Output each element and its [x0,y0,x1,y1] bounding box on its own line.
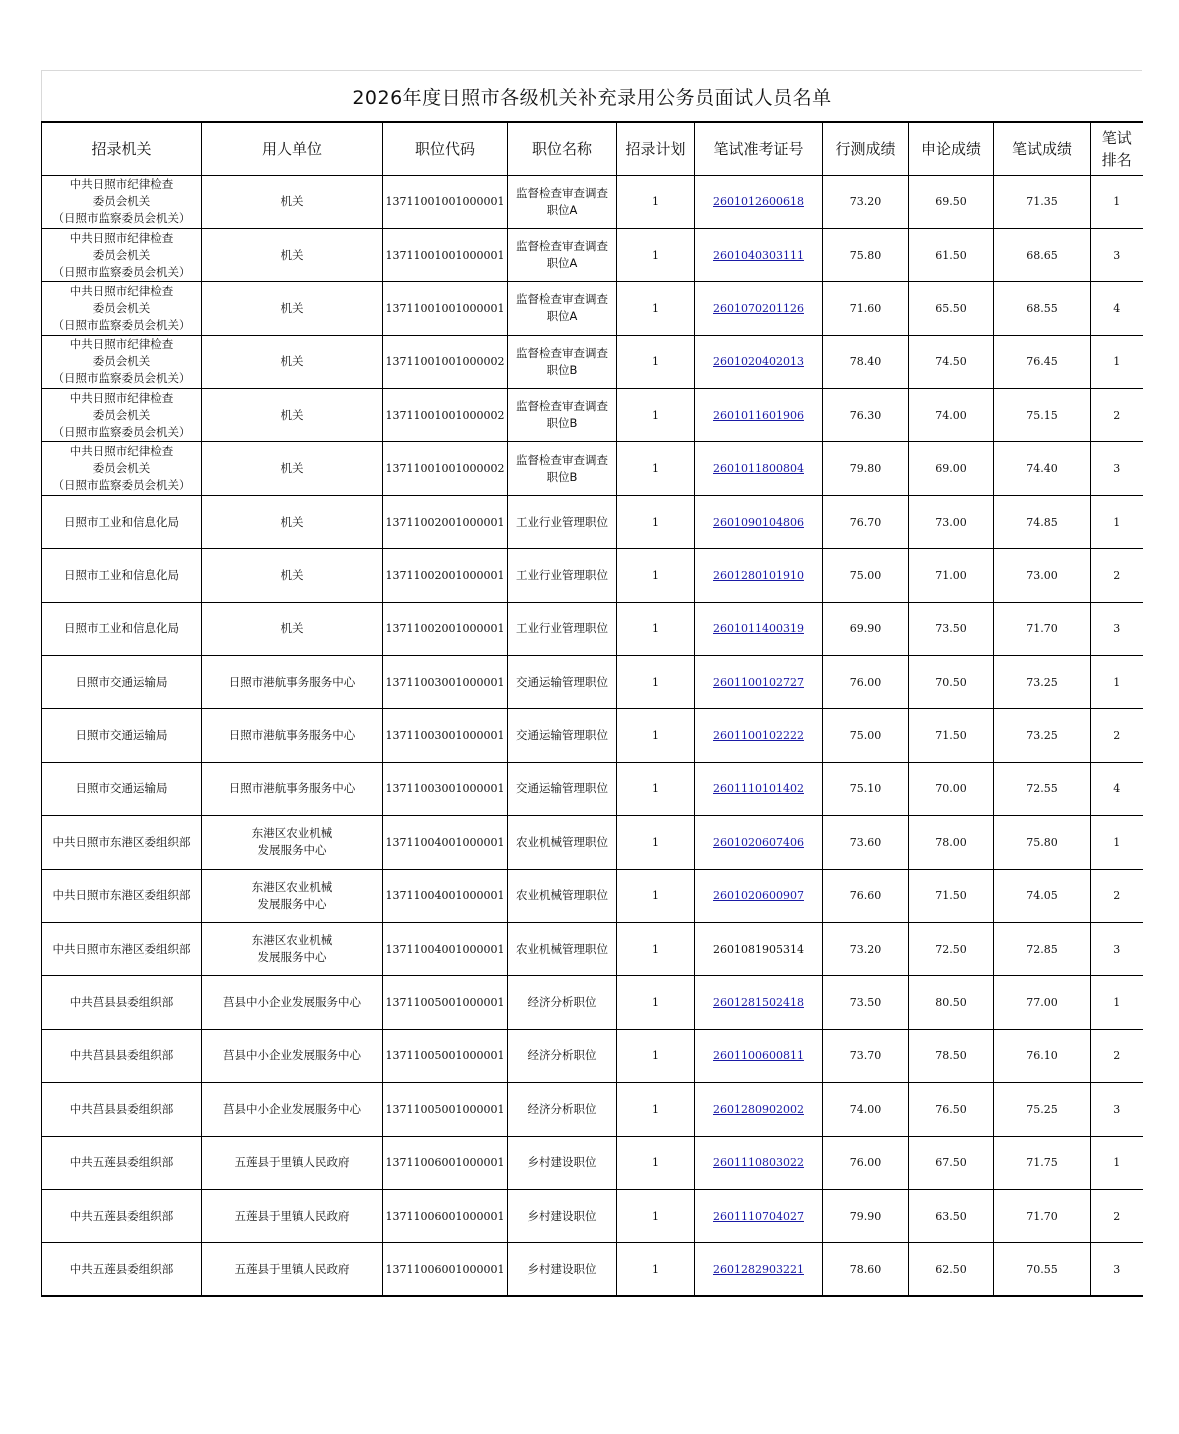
cell-employing-unit: 五莲县于里镇人民政府 [202,1243,383,1296]
cell-employing-unit: 机关 [202,442,383,495]
table-row [42,656,1143,709]
column-header: 笔试成绩 [994,122,1091,175]
cell-recruit-plan: 1 [617,335,695,388]
column-header: 招录机关 [42,122,202,175]
cell-recruiting-agency: 日照市工业和信息化局 [42,549,202,602]
cell-recruit-plan: 1 [617,762,695,815]
cell-recruiting-agency: 中共莒县县委组织部 [42,1083,202,1136]
ticket-number-link[interactable]: 2601040303111 [713,248,804,262]
cell-written-score: 74.85 [994,495,1091,548]
cell-written-rank: 3 [1091,442,1143,495]
cell-employing-unit: 东港区农业机械 发展服务中心 [202,869,383,922]
ticket-number-link[interactable]: 2601282903221 [713,1262,804,1276]
cell-recruiting-agency: 中共日照市东港区委组织部 [42,816,202,869]
cell-written-score: 75.25 [994,1083,1091,1136]
column-header: 笔试 排名 [1091,122,1143,175]
cell-ticket-number [695,1243,823,1296]
cell-recruiting-agency: 中共日照市纪律检查 委员会机关 （日照市监察委员会机关） [42,389,202,442]
cell-shenlun-score: 73.00 [909,495,994,548]
cell-xingce-score: 73.20 [823,922,909,975]
cell-recruit-plan: 1 [617,1029,695,1082]
cell-xingce-score: 73.70 [823,1029,909,1082]
ticket-number-text: 2601081905314 [713,942,804,956]
ticket-number-link[interactable]: 2601020600907 [713,889,804,903]
cell-ticket-number [695,1029,823,1082]
ticket-number-link[interactable]: 2601090104806 [713,515,804,529]
table-row [42,602,1143,655]
cell-recruiting-agency: 中共日照市纪律检查 委员会机关 （日照市监察委员会机关） [42,442,202,495]
cell-written-rank: 2 [1091,389,1143,442]
ticket-number-link[interactable]: 2601110803022 [713,1156,804,1170]
cell-shenlun-score: 69.50 [909,175,994,228]
cell-written-score: 68.55 [994,282,1091,335]
table-row [42,816,1143,869]
cell-shenlun-score: 65.50 [909,282,994,335]
cell-ticket-number [695,1189,823,1242]
cell-recruit-plan: 1 [617,1189,695,1242]
cell-xingce-score: 74.00 [823,1083,909,1136]
cell-ticket-number [695,175,823,228]
ticket-number-link[interactable]: 2601110101402 [713,782,804,796]
cell-position-code: 13711006001000001 [383,1136,508,1189]
cell-position-code: 13711004001000001 [383,816,508,869]
cell-xingce-score: 75.00 [823,549,909,602]
cell-recruit-plan: 1 [617,1136,695,1189]
cell-written-score: 75.80 [994,816,1091,869]
ticket-number-link[interactable]: 2601011601906 [713,408,804,422]
ticket-number-link[interactable]: 2601280101910 [713,568,804,582]
cell-written-rank: 3 [1091,1243,1143,1296]
ticket-number-link[interactable]: 2601012600618 [713,195,804,209]
cell-employing-unit: 五莲县于里镇人民政府 [202,1189,383,1242]
cell-employing-unit: 机关 [202,175,383,228]
table-row [42,1136,1143,1189]
cell-recruit-plan: 1 [617,495,695,548]
cell-written-rank: 2 [1091,709,1143,762]
cell-xingce-score: 79.90 [823,1189,909,1242]
cell-recruiting-agency: 日照市交通运输局 [42,709,202,762]
cell-written-rank: 2 [1091,1029,1143,1082]
ticket-number-link[interactable]: 2601011800804 [713,462,804,476]
cell-written-score: 73.25 [994,709,1091,762]
cell-recruiting-agency: 日照市工业和信息化局 [42,602,202,655]
ticket-number-link[interactable]: 2601020607406 [713,835,804,849]
cell-written-score: 74.40 [994,442,1091,495]
table-row [42,175,1143,228]
cell-recruit-plan: 1 [617,549,695,602]
cell-ticket-number [695,656,823,709]
ticket-number-link[interactable]: 2601011400319 [713,622,804,636]
cell-ticket-number [695,602,823,655]
cell-position-name: 工业行业管理职位 [508,602,617,655]
cell-recruit-plan: 1 [617,869,695,922]
cell-xingce-score: 73.20 [823,175,909,228]
cell-recruiting-agency: 日照市交通运输局 [42,656,202,709]
cell-written-rank: 2 [1091,1189,1143,1242]
cell-employing-unit: 机关 [202,602,383,655]
cell-recruiting-agency: 日照市工业和信息化局 [42,495,202,548]
cell-written-rank: 1 [1091,175,1143,228]
cell-shenlun-score: 71.00 [909,549,994,602]
ticket-number-link[interactable]: 2601100102727 [713,675,804,689]
cell-shenlun-score: 78.50 [909,1029,994,1082]
cell-position-name: 监督检查审查调查 职位B [508,389,617,442]
table-body [42,175,1143,1296]
cell-recruiting-agency: 中共日照市纪律检查 委员会机关 （日照市监察委员会机关） [42,282,202,335]
cell-employing-unit: 日照市港航事务服务中心 [202,656,383,709]
column-header: 职位代码 [383,122,508,175]
cell-written-rank: 1 [1091,816,1143,869]
cell-recruiting-agency: 中共日照市纪律检查 委员会机关 （日照市监察委员会机关） [42,228,202,281]
cell-position-name: 农业机械管理职位 [508,922,617,975]
table-header-row [42,122,1143,175]
cell-shenlun-score: 76.50 [909,1083,994,1136]
cell-recruiting-agency: 中共日照市纪律检查 委员会机关 （日照市监察委员会机关） [42,335,202,388]
cell-position-code: 13711005001000001 [383,1029,508,1082]
cell-employing-unit: 东港区农业机械 发展服务中心 [202,816,383,869]
cell-recruiting-agency: 中共莒县县委组织部 [42,1029,202,1082]
cell-employing-unit: 机关 [202,335,383,388]
cell-position-code: 13711004001000001 [383,869,508,922]
cell-recruit-plan: 1 [617,282,695,335]
cell-xingce-score: 78.40 [823,335,909,388]
cell-written-score: 71.70 [994,1189,1091,1242]
cell-position-name: 农业机械管理职位 [508,869,617,922]
cell-position-name: 交通运输管理职位 [508,762,617,815]
cell-recruit-plan: 1 [617,709,695,762]
cell-ticket-number [695,922,823,975]
table-row [42,976,1143,1029]
cell-ticket-number [695,228,823,281]
cell-written-score: 76.10 [994,1029,1091,1082]
cell-written-rank: 1 [1091,495,1143,548]
cell-written-score: 76.45 [994,335,1091,388]
cell-ticket-number [695,1136,823,1189]
cell-position-name: 经济分析职位 [508,1029,617,1082]
cell-shenlun-score: 71.50 [909,709,994,762]
cell-ticket-number [695,389,823,442]
table-row [42,1243,1143,1296]
cell-recruit-plan: 1 [617,389,695,442]
column-header: 用人单位 [202,122,383,175]
cell-position-code: 13711002001000001 [383,495,508,548]
cell-xingce-score: 75.80 [823,228,909,281]
cell-employing-unit: 五莲县于里镇人民政府 [202,1136,383,1189]
ticket-number-link[interactable]: 2601070201126 [713,301,804,315]
ticket-number-link[interactable]: 2601110704027 [713,1209,804,1223]
table-row [42,1189,1143,1242]
column-header: 申论成绩 [909,122,994,175]
table-row [42,709,1143,762]
cell-position-name: 交通运输管理职位 [508,656,617,709]
cell-xingce-score: 76.70 [823,495,909,548]
cell-shenlun-score: 63.50 [909,1189,994,1242]
cell-position-name: 乡村建设职位 [508,1243,617,1296]
cell-recruit-plan: 1 [617,1243,695,1296]
cell-xingce-score: 69.90 [823,602,909,655]
cell-written-score: 77.00 [994,976,1091,1029]
cell-shenlun-score: 70.00 [909,762,994,815]
cell-position-code: 13711001001000002 [383,389,508,442]
cell-xingce-score: 76.00 [823,1136,909,1189]
column-header: 招录计划 [617,122,695,175]
cell-position-code: 13711001001000002 [383,442,508,495]
cell-written-rank: 3 [1091,602,1143,655]
cell-xingce-score: 73.50 [823,976,909,1029]
cell-position-code: 13711006001000001 [383,1243,508,1296]
cell-recruit-plan: 1 [617,175,695,228]
cell-shenlun-score: 72.50 [909,922,994,975]
cell-recruiting-agency: 中共五莲县委组织部 [42,1136,202,1189]
cell-position-name: 监督检查审查调查 职位B [508,442,617,495]
cell-position-code: 13711001001000001 [383,175,508,228]
cell-position-code: 13711002001000001 [383,549,508,602]
cell-recruit-plan: 1 [617,816,695,869]
cell-position-code: 13711001001000002 [383,335,508,388]
cell-written-score: 70.55 [994,1243,1091,1296]
cell-position-name: 工业行业管理职位 [508,549,617,602]
cell-written-rank: 1 [1091,976,1143,1029]
cell-written-rank: 1 [1091,1136,1143,1189]
cell-xingce-score: 75.10 [823,762,909,815]
cell-recruiting-agency: 中共五莲县委组织部 [42,1189,202,1242]
cell-written-score: 72.85 [994,922,1091,975]
cell-shenlun-score: 70.50 [909,656,994,709]
cell-written-rank: 4 [1091,282,1143,335]
cell-xingce-score: 75.00 [823,709,909,762]
cell-written-score: 73.00 [994,549,1091,602]
cell-recruiting-agency: 中共日照市东港区委组织部 [42,922,202,975]
cell-ticket-number [695,762,823,815]
cell-position-name: 监督检查审查调查 职位A [508,228,617,281]
cell-shenlun-score: 80.50 [909,976,994,1029]
cell-recruiting-agency: 中共日照市纪律检查 委员会机关 （日照市监察委员会机关） [42,175,202,228]
cell-employing-unit: 机关 [202,495,383,548]
table-row [42,1029,1143,1082]
cell-shenlun-score: 73.50 [909,602,994,655]
cell-position-code: 13711003001000001 [383,762,508,815]
cell-xingce-score: 73.60 [823,816,909,869]
cell-recruit-plan: 1 [617,602,695,655]
cell-shenlun-score: 71.50 [909,869,994,922]
cell-ticket-number [695,709,823,762]
table-row [42,495,1143,548]
table-row [42,549,1143,602]
cell-written-score: 68.65 [994,228,1091,281]
cell-position-name: 监督检查审查调查 职位A [508,282,617,335]
cell-employing-unit: 机关 [202,389,383,442]
cell-employing-unit: 机关 [202,549,383,602]
document-title: 2026年度日照市各级机关补充录用公务员面试人员名单 [41,70,1142,121]
cell-employing-unit: 莒县中小企业发展服务中心 [202,976,383,1029]
cell-written-rank: 3 [1091,228,1143,281]
cell-ticket-number [695,495,823,548]
cell-position-name: 乡村建设职位 [508,1189,617,1242]
document-sheet [41,70,1142,1297]
cell-shenlun-score: 74.50 [909,335,994,388]
cell-ticket-number [695,976,823,1029]
cell-employing-unit: 莒县中小企业发展服务中心 [202,1029,383,1082]
table-row [42,869,1143,922]
cell-recruit-plan: 1 [617,922,695,975]
column-header: 行测成绩 [823,122,909,175]
ticket-number-link[interactable]: 2601020402013 [713,355,804,369]
cell-recruit-plan: 1 [617,442,695,495]
cell-employing-unit: 机关 [202,282,383,335]
table-row [42,282,1143,335]
column-header: 笔试准考证号 [695,122,823,175]
cell-ticket-number [695,549,823,602]
cell-ticket-number [695,869,823,922]
cell-position-code: 13711005001000001 [383,1083,508,1136]
cell-employing-unit: 东港区农业机械 发展服务中心 [202,922,383,975]
cell-position-code: 13711005001000001 [383,976,508,1029]
cell-written-rank: 3 [1091,922,1143,975]
cell-written-rank: 2 [1091,869,1143,922]
cell-shenlun-score: 62.50 [909,1243,994,1296]
cell-ticket-number [695,335,823,388]
candidate-table [41,121,1143,1297]
cell-position-name: 监督检查审查调查 职位B [508,335,617,388]
ticket-number-link[interactable]: 2601281502418 [713,996,804,1010]
ticket-number-link[interactable]: 2601100102222 [713,729,804,743]
table-row [42,922,1143,975]
cell-written-rank: 2 [1091,549,1143,602]
cell-position-code: 13711002001000001 [383,602,508,655]
cell-employing-unit: 莒县中小企业发展服务中心 [202,1083,383,1136]
cell-position-name: 监督检查审查调查 职位A [508,175,617,228]
cell-written-rank: 1 [1091,656,1143,709]
cell-ticket-number [695,816,823,869]
cell-written-score: 71.70 [994,602,1091,655]
cell-ticket-number [695,282,823,335]
cell-recruiting-agency: 中共莒县县委组织部 [42,976,202,1029]
cell-written-score: 71.35 [994,175,1091,228]
cell-recruiting-agency: 日照市交通运输局 [42,762,202,815]
cell-position-code: 13711006001000001 [383,1189,508,1242]
cell-shenlun-score: 74.00 [909,389,994,442]
cell-recruit-plan: 1 [617,228,695,281]
cell-position-name: 乡村建设职位 [508,1136,617,1189]
cell-xingce-score: 71.60 [823,282,909,335]
cell-written-score: 74.05 [994,869,1091,922]
table-row [42,442,1143,495]
cell-written-score: 72.55 [994,762,1091,815]
cell-xingce-score: 79.80 [823,442,909,495]
column-header: 职位名称 [508,122,617,175]
cell-recruiting-agency: 中共五莲县委组织部 [42,1243,202,1296]
cell-written-score: 75.15 [994,389,1091,442]
table-row [42,1083,1143,1136]
cell-written-rank: 1 [1091,335,1143,388]
cell-ticket-number [695,442,823,495]
cell-written-score: 73.25 [994,656,1091,709]
table-row [42,335,1143,388]
cell-position-code: 13711001001000001 [383,282,508,335]
cell-position-code: 13711003001000001 [383,709,508,762]
cell-xingce-score: 78.60 [823,1243,909,1296]
cell-recruit-plan: 1 [617,656,695,709]
cell-recruiting-agency: 中共日照市东港区委组织部 [42,869,202,922]
cell-employing-unit: 日照市港航事务服务中心 [202,762,383,815]
cell-xingce-score: 76.00 [823,656,909,709]
cell-recruit-plan: 1 [617,1083,695,1136]
table-row [42,762,1143,815]
cell-ticket-number [695,1083,823,1136]
ticket-number-link[interactable]: 2601100600811 [713,1049,804,1063]
cell-employing-unit: 机关 [202,228,383,281]
cell-written-rank: 4 [1091,762,1143,815]
cell-shenlun-score: 78.00 [909,816,994,869]
cell-position-code: 13711003001000001 [383,656,508,709]
ticket-number-link[interactable]: 2601280902002 [713,1102,804,1116]
cell-position-name: 工业行业管理职位 [508,495,617,548]
cell-position-code: 13711004001000001 [383,922,508,975]
cell-position-name: 经济分析职位 [508,1083,617,1136]
cell-position-name: 经济分析职位 [508,976,617,1029]
cell-shenlun-score: 61.50 [909,228,994,281]
table-row [42,228,1143,281]
cell-position-name: 交通运输管理职位 [508,709,617,762]
cell-recruit-plan: 1 [617,976,695,1029]
cell-written-rank: 3 [1091,1083,1143,1136]
cell-position-code: 13711001001000001 [383,228,508,281]
cell-shenlun-score: 67.50 [909,1136,994,1189]
cell-xingce-score: 76.30 [823,389,909,442]
cell-written-score: 71.75 [994,1136,1091,1189]
table-row [42,389,1143,442]
cell-shenlun-score: 69.00 [909,442,994,495]
cell-position-name: 农业机械管理职位 [508,816,617,869]
cell-employing-unit: 日照市港航事务服务中心 [202,709,383,762]
cell-xingce-score: 76.60 [823,869,909,922]
